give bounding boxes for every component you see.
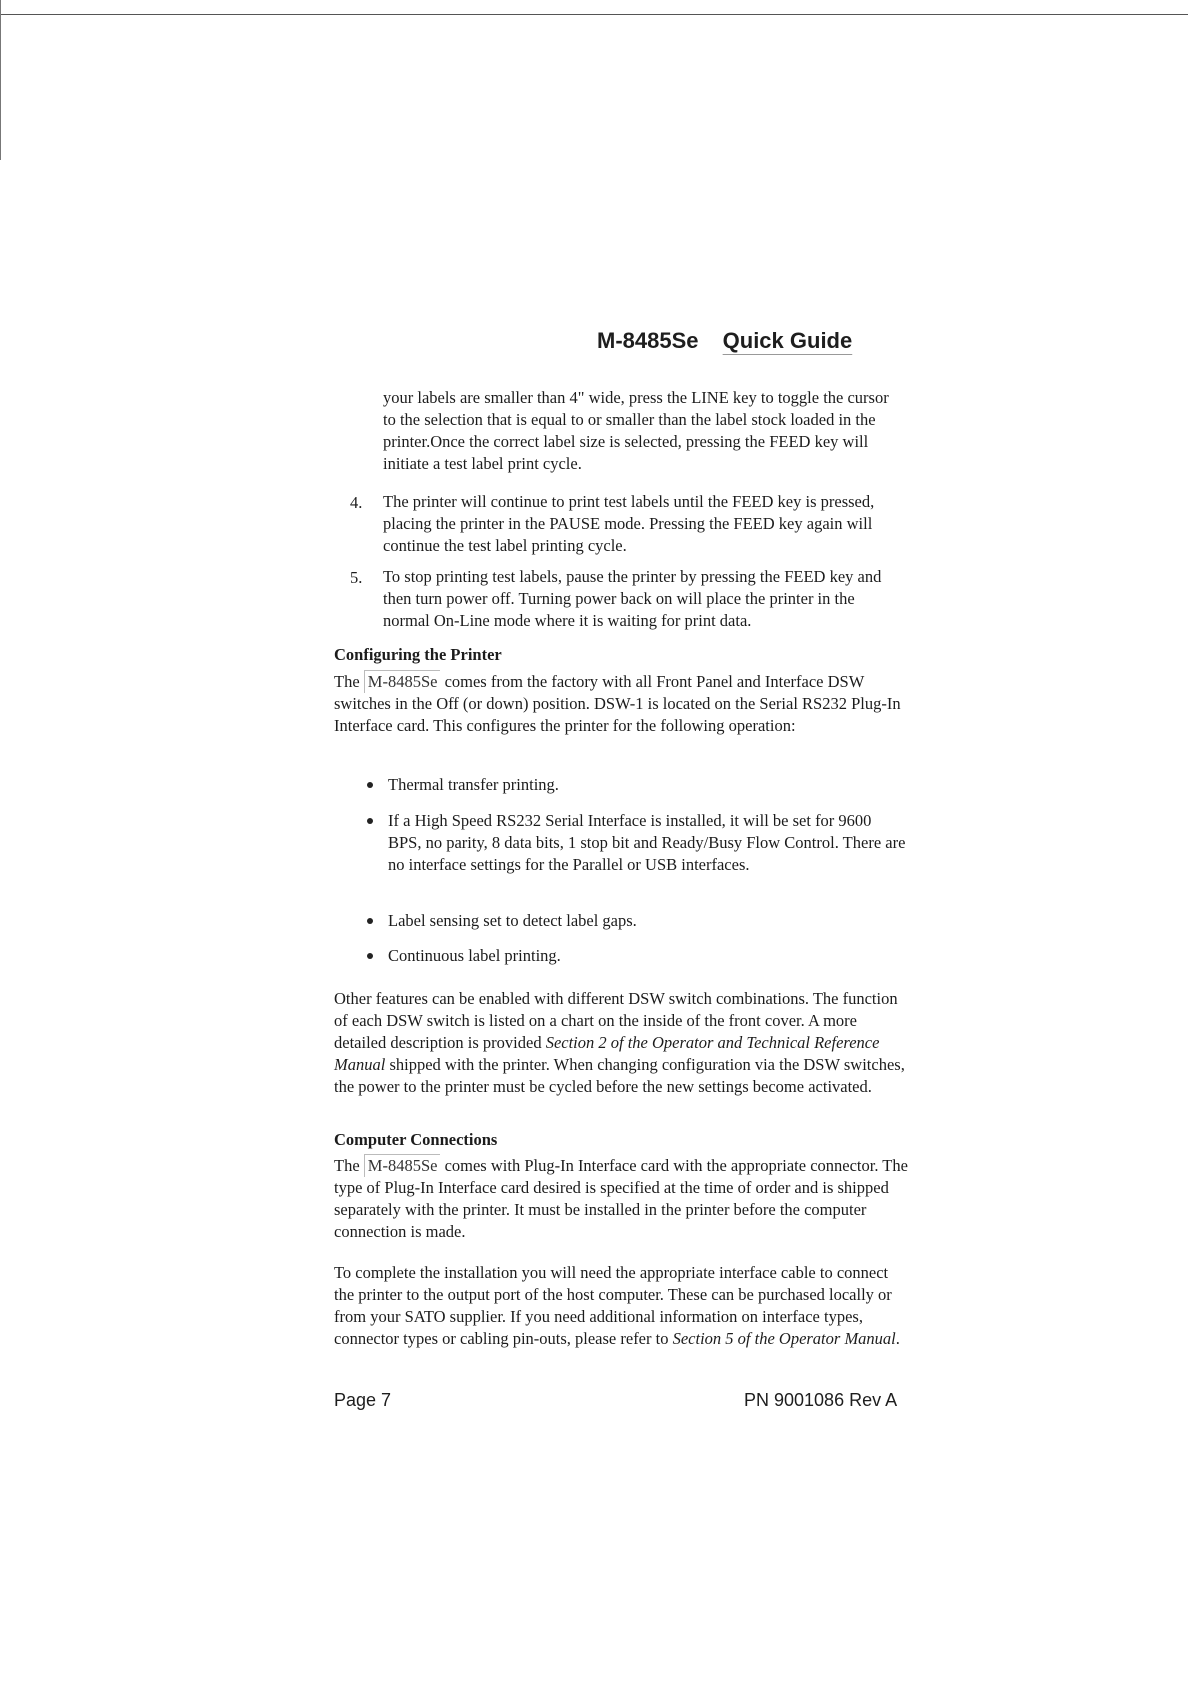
step-5 [383,566,903,632]
bullet-text: Continuous label printing. [388,946,561,965]
bullet-item [388,774,908,796]
other-features-paragraph [334,988,908,1098]
bullet-text: Thermal transfer printing. [388,775,559,794]
header-model: M-8485Se [597,328,699,353]
installation-reference: Section 5 of the Operator Manual [672,1329,896,1348]
bullet-dot [367,818,373,824]
bullet-dot [367,782,373,788]
installation-text: To complete the installation you will need the appropriate interface cable to connect the printer to the output port of the host computer. These can be purchased locally or from your SATO supplier. If you need additional information on interface types, connector types or cabling pin-outs, please refer to [334,1263,892,1348]
bullet-text: If a High Speed RS232 Serial Interface is installed, it will be set for 9600 BPS, no parity, 8 data bits, 1 stop bit and Ready/Busy Flow Control. There are no interface settings for the Parallel or USB interfaces. [388,811,906,874]
connections-paragraph [334,1154,908,1243]
bullet-text: Label sensing set to detect label gaps. [388,911,637,930]
connections-heading: Computer Connections [334,1130,498,1149]
step-4 [383,491,903,557]
connections-lead: The [334,1156,360,1175]
configuring-model: M-8485Se [364,670,441,693]
connections-model: M-8485Se [364,1154,441,1177]
installation-end: . [895,1329,900,1348]
page-number: Page 7 [334,1390,392,1410]
configuring-text: comes from the factory with all Front Panel and Interface DSW switches in the Off (or down) position. DSW-1 is located on the Serial RS232 Plug-In Interface card. This configures the printer for the following operation: [334,672,901,735]
step-5-text: To stop printing test labels, pause the printer by pressing the FEED key and then turn power off. Turning power back on will place the printer in the normal On-Line mode where it is waiting for print data. [383,567,882,630]
header-title: Quick Guide [722,328,853,353]
configuring-heading: Configuring the Printer [334,645,502,664]
page-header [597,328,852,354]
bullet-item [388,945,908,967]
other-features-text: Other features can be enabled with different DSW switch combinations. The function of each DSW switch is listed on a chart on the inside of the front cover. A more detailed description is provided [334,989,898,1052]
bullet-item [388,910,908,932]
bullet-item [388,810,908,876]
scan-edge-left [0,0,1,160]
bullet-dot [367,953,373,959]
intro-text: your labels are smaller than 4" wide, press the LINE key to toggle the cursor to the selection that is equal to or smaller than the label stock loaded in the printer.Once the correct label size is selected, pressing the FEED key will initiate a test label print cycle. [383,388,889,473]
connections-text: comes with Plug-In Interface card with the appropriate connector. The type of Plug-In Interface card desired is specified at the time of order and is shipped separately with the printer. It must be installed in the printer before the computer connection is made. [334,1156,908,1241]
step-5-number: 5. [350,568,363,587]
other-features-reference: Section 2 of the Operator and Technical Reference Manual [334,1033,880,1074]
intro-continuation [383,387,903,475]
installation-paragraph [334,1262,908,1350]
other-features-text-end: shipped with the printer. When changing configuration via the DSW switches, the power to the printer must be cycled before the new settings become activated. [334,1055,905,1096]
bullet-dot [367,918,373,924]
step-4-number: 4. [350,493,363,512]
scan-edge-top [0,14,1188,15]
configuring-paragraph [334,670,908,737]
configuring-lead: The [334,672,360,691]
step-4-text: The printer will continue to print test labels until the FEED key is pressed, placing the printer in the PAUSE mode. Pressing the FEED key again will continue the test label printing cycle. [383,492,875,555]
part-number: PN 9001086 Rev A [744,1390,898,1410]
